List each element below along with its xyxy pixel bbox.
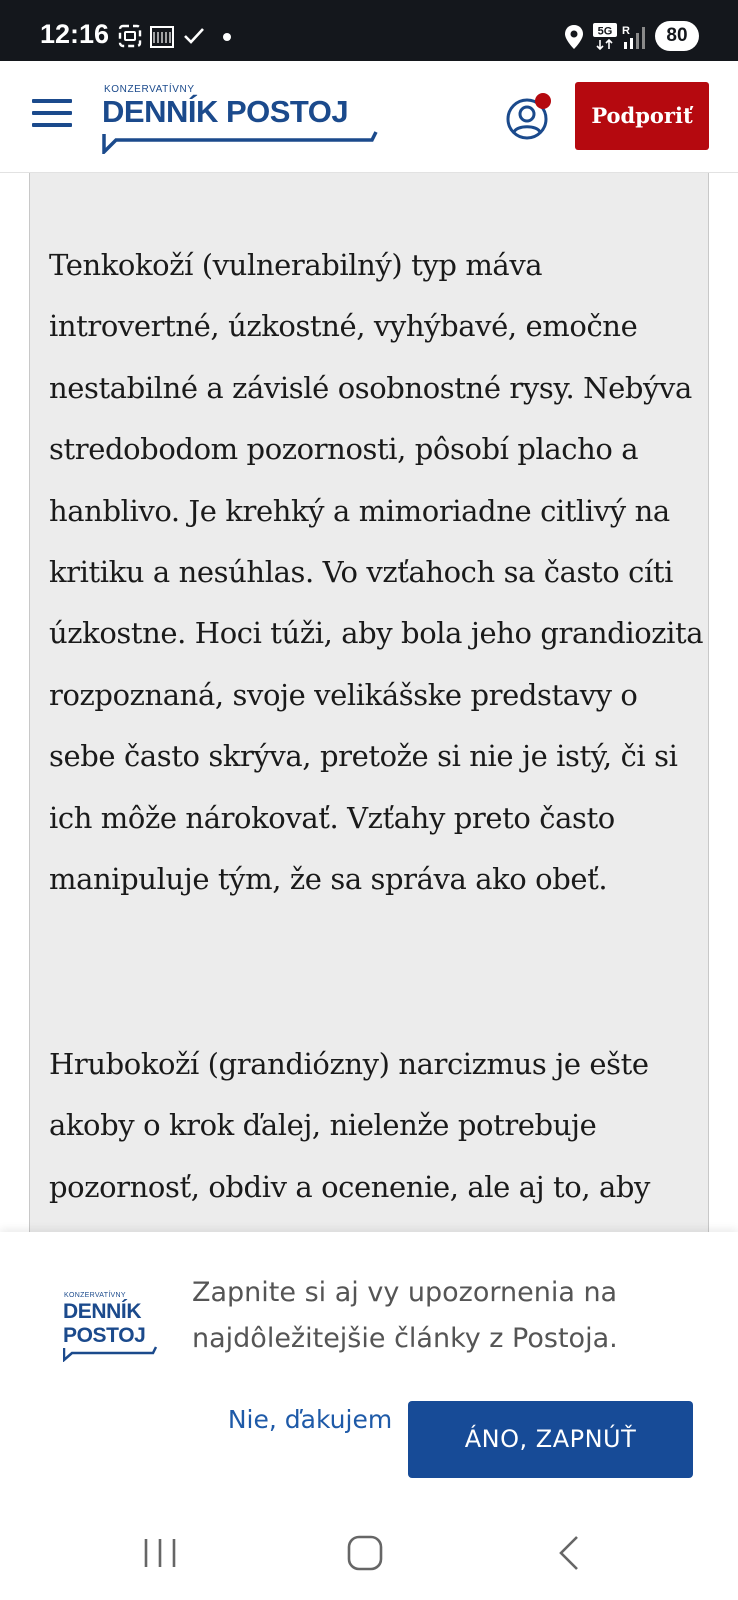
battery-icon: 80 <box>655 21 699 51</box>
prompt-message: Zapnite si aj vy upozornenia na najdôležitejšie články z Postoja. <box>192 1277 618 1354</box>
signal-icon <box>622 24 646 50</box>
5g-icon <box>592 22 618 50</box>
svg-text:R: R <box>622 25 630 37</box>
dot-icon <box>222 32 232 42</box>
prompt-logo-underline-icon <box>63 1346 159 1362</box>
recent-apps-icon[interactable] <box>138 1533 182 1573</box>
accept-button[interactable]: ÁNO, ZAPNÚŤ <box>408 1401 693 1478</box>
prompt-logo-line1: DENNÍK <box>63 1300 142 1323</box>
system-nav-bar <box>0 1507 738 1600</box>
location-icon <box>564 24 584 50</box>
prompt-logo-line2: POSTOJ <box>63 1324 146 1347</box>
screenshot-icon <box>118 24 142 48</box>
site-logo[interactable] <box>102 84 382 152</box>
status-bar <box>0 0 738 61</box>
support-button[interactable]: Podporiť <box>575 82 709 150</box>
user-account-icon[interactable] <box>505 93 553 141</box>
logo-underline-icon <box>102 130 382 154</box>
logo-tagline: KONZERVATÍVNY <box>104 84 195 95</box>
status-time: 12:16 <box>40 19 110 49</box>
check-icon <box>183 27 205 45</box>
notification-prompt <box>0 1232 738 1507</box>
menu-icon[interactable] <box>32 99 72 129</box>
article-paragraph: Tenkokoží (vulnerabilný) typ máva introvertné, úzkostné, vyhýbavé, emočne nestabilné a závislé osobnostné rysy. Nebýva stredobodom pozornosti, pôsobí placho a hanblivo. Je krehký a mimoriadne citlivý na kritiku a nesúhlas. Vo vzťahoch sa často cíti úzkostne. Hoci túži, aby bola jeho grandiozita rozpoznaná, svoje velikášske predstavy o sebe často skrýva, pretože si nie je istý, či si ich môže nárokovať. Vzťahy preto často manipuluje tým, že sa správa ako obeť. <box>49 248 704 897</box>
gallery-icon <box>150 26 174 48</box>
svg-text:5G: 5G <box>597 25 613 38</box>
prompt-logo-tagline: KONZERVATÍVNY <box>64 1292 126 1299</box>
prompt-logo <box>63 1292 163 1364</box>
home-icon[interactable] <box>343 1533 387 1573</box>
article-paragraph: Hrubokoží (grandiózny) narcizmus je ešte akoby o krok ďalej, nielenže potrebuje pozornosť, obdiv a ocenenie, ale aj to, aby <box>49 1047 650 1204</box>
back-icon[interactable] <box>549 1533 593 1573</box>
logo-title: DENNÍK POSTOJ <box>102 94 349 129</box>
decline-button[interactable]: Nie, ďakujem <box>227 1405 393 1434</box>
